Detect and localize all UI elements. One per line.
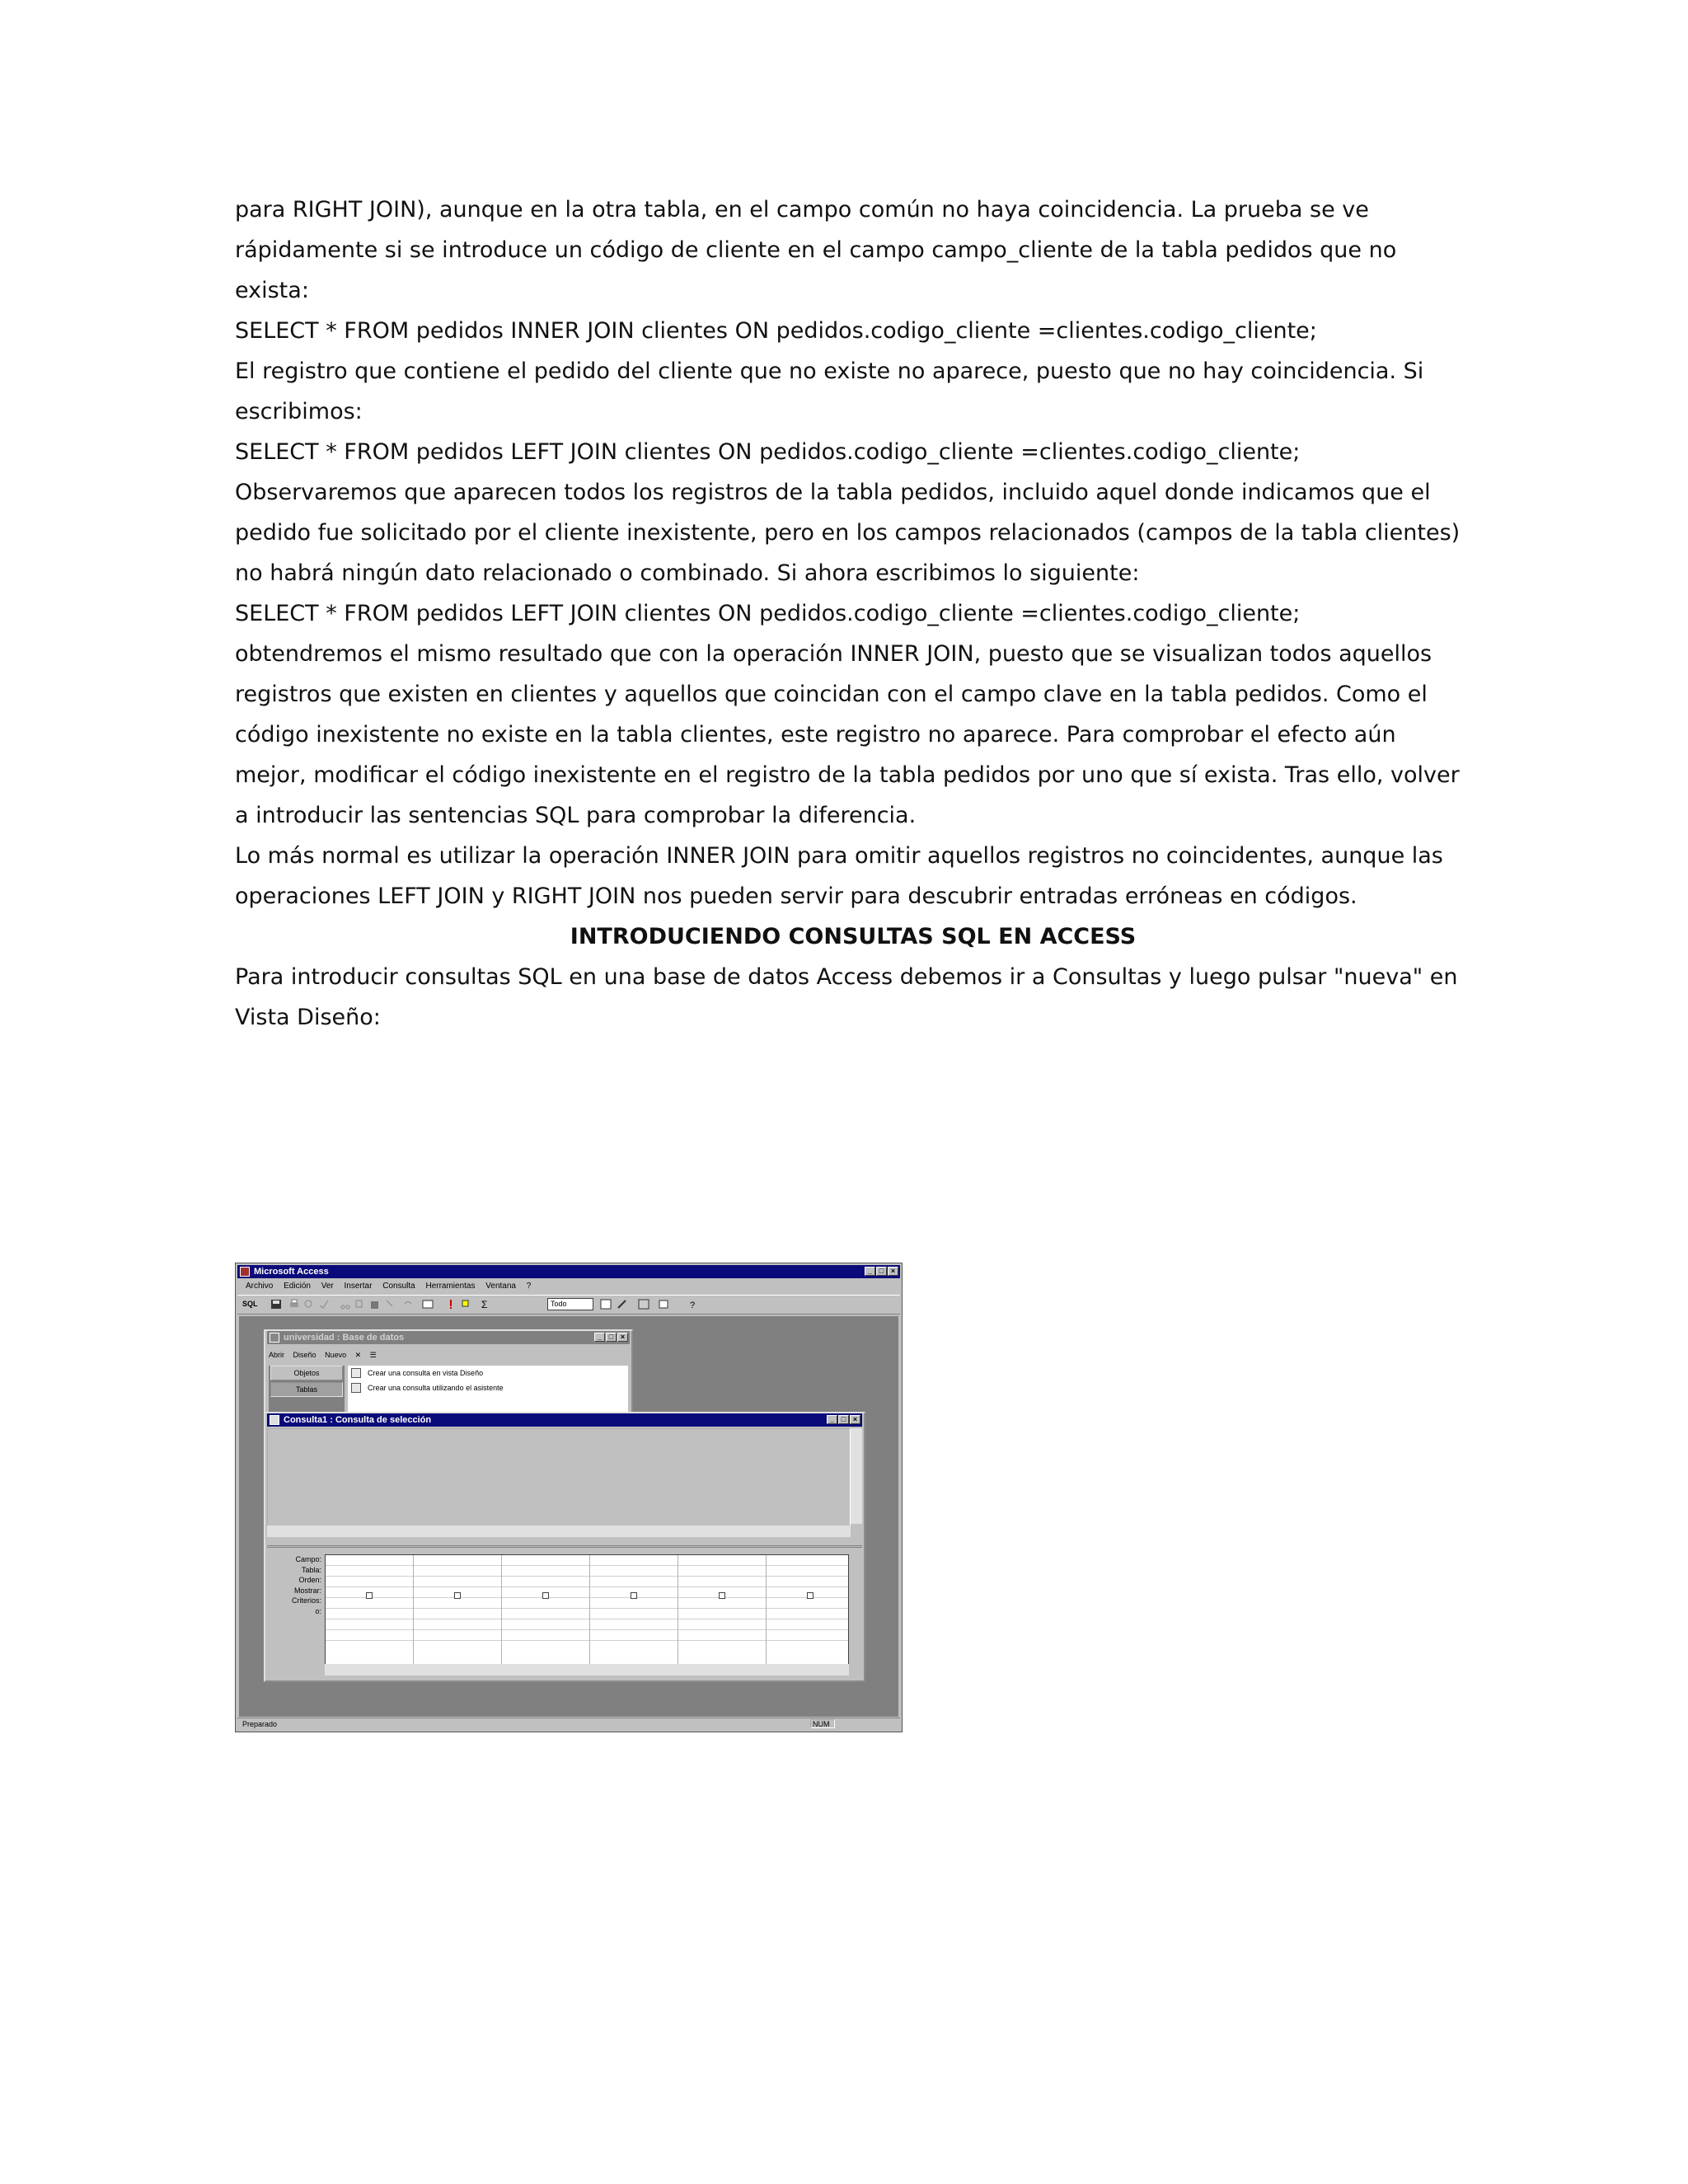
maximize-button[interactable]: □ (606, 1333, 617, 1342)
sql-statement: SELECT * FROM pedidos LEFT JOIN clientes ON pedidos.codigo_cliente =clientes.codigo_cliente; (235, 601, 1301, 626)
print-preview-icon[interactable] (303, 1299, 315, 1310)
app-title: Microsoft Access (254, 1267, 329, 1277)
database-window-icon[interactable] (638, 1299, 649, 1310)
section-heading: INTRODUCIENDO CONSULTAS SQL EN ACCESS (570, 924, 1137, 949)
table-pane-hscroll[interactable] (267, 1526, 851, 1537)
database-window-title: universidad : Base de datos (284, 1333, 405, 1343)
status-text: Preparado (242, 1720, 278, 1728)
totals-icon[interactable] (480, 1299, 491, 1310)
objects-header[interactable]: Objetos (270, 1366, 343, 1380)
tables-button[interactable]: Tablas (270, 1382, 343, 1397)
delete-icon[interactable]: ✕ (354, 1351, 362, 1359)
paragraph: El registro que contiene el pedido del cliente que no existe no aparece, puesto que no hay coincidencia. Si escribimos: (235, 359, 1424, 424)
query-wizard-icon (351, 1383, 361, 1393)
grid-cells[interactable] (325, 1554, 849, 1671)
access-app-icon (240, 1267, 250, 1277)
menu-insertar[interactable]: Insertar (344, 1282, 373, 1291)
build-icon[interactable] (617, 1299, 628, 1310)
run-icon[interactable] (445, 1299, 457, 1310)
paste-icon[interactable] (369, 1299, 381, 1310)
open-button[interactable]: Abrir (269, 1351, 285, 1359)
paragraph: Para introducir consultas SQL en una base de datos Access debemos ir a Consultas y luego pulsar "nueva" en Vista Diseño: (235, 964, 1458, 1030)
sql-view-button[interactable]: SQL (242, 1300, 258, 1308)
sql-statement: SELECT * FROM pedidos INNER JOIN clientes ON pedidos.codigo_cliente =clientes.codigo_cliente; (235, 318, 1317, 344)
query-type-icon[interactable] (422, 1299, 434, 1310)
menu-ventana[interactable]: Ventana (485, 1282, 516, 1291)
show-checkbox[interactable] (454, 1592, 461, 1599)
close-button[interactable]: × (888, 1267, 898, 1276)
menu-archivo[interactable]: Archivo (246, 1282, 274, 1291)
grid-hscroll[interactable] (325, 1664, 849, 1675)
menu-herramientas[interactable]: Herramientas (425, 1282, 476, 1291)
menu-ver[interactable]: Ver (321, 1282, 334, 1291)
maximize-button[interactable]: □ (876, 1267, 887, 1276)
access-screenshot (235, 1263, 903, 1732)
minimize-button[interactable]: _ (865, 1267, 875, 1276)
list-item[interactable]: Crear una consulta utilizando el asistente (348, 1380, 628, 1395)
properties-icon[interactable] (600, 1299, 612, 1310)
database-toolbar (269, 1347, 383, 1362)
query-window-titlebar (267, 1413, 862, 1427)
paragraph: para RIGHT JOIN), aunque en la otra tabla, en el campo común no haya coincidencia. La prueba se ve rápidamente si se introduce un código de cliente en el campo campo_cliente de la tabla pedidos que no exista: (235, 197, 1397, 303)
document-body (235, 190, 1471, 1038)
minimize-button[interactable]: _ (827, 1415, 837, 1424)
show-table-icon[interactable] (462, 1299, 473, 1310)
query-window (264, 1412, 865, 1682)
view-list-icon[interactable]: ☰ (369, 1351, 377, 1359)
menu-help[interactable]: ? (526, 1282, 532, 1291)
help-icon[interactable] (687, 1299, 699, 1310)
maximize-button[interactable]: □ (838, 1415, 849, 1424)
cut-icon[interactable] (340, 1299, 351, 1310)
paragraph: Lo más normal es utilizar la operación INNER JOIN para omitir aquellos registros no coincidentes, aunque las operaciones LEFT JOIN y RIGHT JOIN nos pueden servir para descubrir entradas erróneas en códigos. (235, 843, 1443, 909)
close-button[interactable]: × (850, 1415, 860, 1424)
design-button[interactable]: Diseño (293, 1351, 316, 1359)
new-object-icon[interactable] (658, 1299, 669, 1310)
mdi-workspace (239, 1316, 898, 1717)
top-values-combo[interactable]: Todo (547, 1298, 593, 1310)
design-grid (267, 1545, 862, 1679)
list-item[interactable]: Crear una consulta en vista Diseño (348, 1366, 628, 1380)
database-icon (270, 1333, 279, 1343)
database-window-titlebar (267, 1331, 630, 1344)
show-checkbox[interactable] (631, 1592, 637, 1599)
show-checkbox[interactable] (366, 1592, 373, 1599)
show-checkbox[interactable] (542, 1592, 549, 1599)
query-icon (270, 1415, 279, 1425)
sql-statement: SELECT * FROM pedidos LEFT JOIN clientes ON pedidos.codigo_cliente =clientes.codigo_cliente; (235, 439, 1301, 465)
grid-row-labels: Campo: Tabla: Orden: Mostrar: Criterios: o: (291, 1555, 321, 1615)
spelling-icon[interactable] (318, 1299, 330, 1310)
table-pane-vscroll[interactable] (851, 1428, 862, 1524)
paragraph: obtendremos el mismo resultado que con la operación INNER JOIN, puesto que se visualizan todos aquellos registros que existen en clientes y aquellos que coincidan con el campo clave en la tabla pedidos. Como el código inexistente no existe en la tabla clientes, este registro no aparece. Para comprobar el efecto aún mejor, modificar el código inexistente en el registro de la tabla pedidos por uno que sí exista. Tras ello, volver a introducir las sentencias SQL para comprobar la diferencia. (235, 641, 1460, 828)
print-icon[interactable] (288, 1299, 300, 1310)
save-icon[interactable] (270, 1299, 282, 1310)
status-bar (237, 1718, 900, 1730)
menu-consulta[interactable]: Consulta (382, 1282, 415, 1291)
toolbar (237, 1295, 900, 1315)
close-button[interactable]: × (617, 1333, 628, 1342)
show-checkbox[interactable] (719, 1592, 725, 1599)
minimize-button[interactable]: _ (594, 1333, 605, 1342)
paragraph: Observaremos que aparecen todos los registros de la tabla pedidos, incluido aquel donde indicamos que el pedido fue solicitado por el cliente inexistente, pero en los campos relacionados (campos de la tabla clientes) no habrá ningún dato relacionado o combinado. Si ahora escribimos lo siguiente: (235, 480, 1461, 586)
query-window-title: Consulta1 : Consulta de selección (284, 1415, 432, 1425)
query-design-icon (351, 1368, 361, 1378)
undo-icon[interactable] (402, 1299, 414, 1310)
num-lock-indicator: NUM (810, 1719, 835, 1728)
svg-text:Σ: Σ (481, 1299, 488, 1310)
show-checkbox[interactable] (807, 1592, 814, 1599)
menu-bar (237, 1280, 900, 1293)
table-pane[interactable] (267, 1428, 851, 1537)
app-titlebar (237, 1265, 900, 1278)
format-painter-icon[interactable] (384, 1299, 396, 1310)
menu-edicion[interactable]: Edición (284, 1282, 311, 1291)
copy-icon[interactable] (354, 1299, 366, 1310)
new-button[interactable]: Nuevo (325, 1351, 347, 1359)
svg-text:?: ? (690, 1301, 696, 1310)
